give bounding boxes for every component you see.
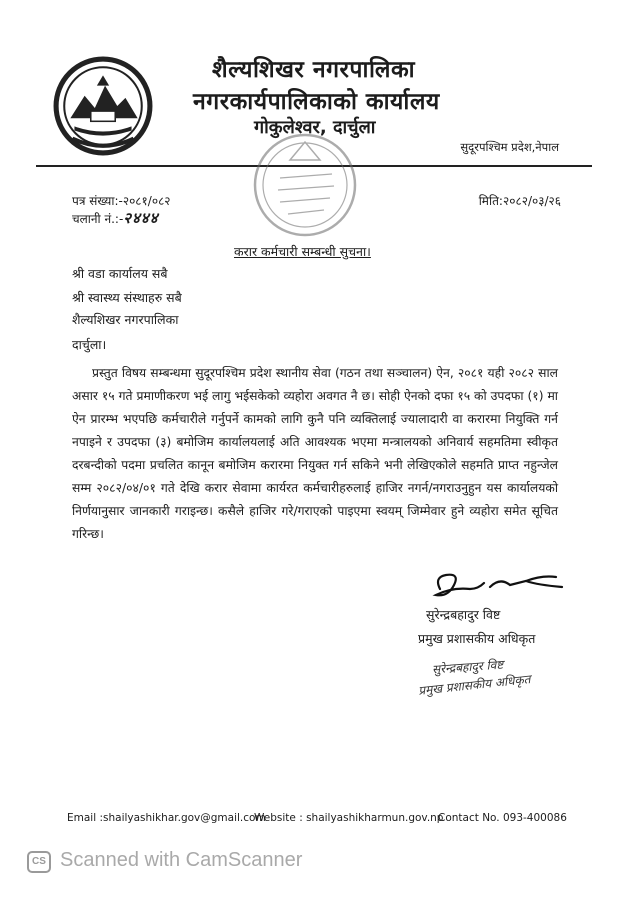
letter-subject: करार कर्मचारी सम्बन्धी सुचना। [234,244,371,259]
office-address: गोकुलेश्वर, दार्चुला [254,117,376,138]
province-name: सुदूरपश्चिम प्रदेश,नेपाल [460,140,559,154]
dispatch-number-value: २४४४ [123,209,159,227]
office-name: नगरकार्यपालिकाको कार्यालय [193,89,440,115]
footer-website: Website : shailyashikharmun.gov.np [254,812,444,824]
letter-date: मिति:२०८२/०३/२६ [478,194,561,208]
dispatch-number-label: चलानी नं.:- [72,212,124,226]
signature [430,567,570,603]
camscanner-icon: CS [27,851,51,873]
recipient-line: शैल्यशिखर नगरपालिका [72,312,179,327]
municipality-emblem-logo [52,55,154,157]
footer-email: Email :shailyashikhar.gov@gmail.com [67,812,266,824]
recipient-line: श्री वडा कार्यालय सबै [72,266,168,281]
recipient-line: दार्चुला। [72,337,107,352]
municipality-name: शैल्यशिखर नगरपालिका [212,57,416,83]
letter-body: प्रस्तुत विषय सम्बन्धमा सुदूरपश्चिम प्रदेश स्थानीय सेवा (गठन तथा सञ्चालन) ऐन, २०८१ यही २०८२ साल असार १५ गते प्रमाणीकरण भई लागु भईसकेको व्यहोरा अवगत नै छ। सोही ऐनको दफा १५ को उपदफा (१) मा ऐन प्रारम्भ भएपछि कर्मचारीले गर्नुपर्ने कामको लागि कुनै पनि व्यक्तिलाई ज्यालादारी वा करारमा नियुक्ति गर्न नपाइने र उपदफा (३) बमोजिम कार्यालयलाई अति आवश्यक भएमा मन्त्रालयको अनिवार्य सहमतिमा स्वीकृत दरबन्दीको पदमा प्रचलित कानून बमोजिम करारमा नियुक्त गर्न सकिने भनी लेखिएकोले सहमति प्राप्त नहुन्जेल सम्म २०८२/०४/०१ गते देखि करार सेवामा कार्यरत कर्मचारीहरुलाई हाजिर नगर्न/नगराउनुहुन यस कार्यालयको निर्णयानुसार जानकारी गराइन्छ। कसैले हाजिर गरे/गराएको पाइएमा स्वयम् जिम्मेवार हुने व्यहोरा समेत सूचित गरिन्छ। [72,366,558,541]
signatory-title: प्रमुख प्रशासकीय अधिकृत [418,631,536,646]
office-stamp [250,130,360,240]
recipient-line: श्री स्वास्थ्य संस्थाहरु सबै [72,290,182,305]
camscanner-watermark: Scanned with CamScanner [60,849,303,871]
handwritten-stamp-title: प्रमुख प्रशासकीय अधिकृत [417,672,532,698]
signatory-name: सुरेन्द्रबहादुर विष्ट [426,607,501,622]
handwritten-stamp-name: सुरेन्द्रबहादुर विष्ट [431,657,504,677]
dispatch-number-row [72,208,159,228]
letter-number: पत्र संख्या:-२०८१/०८२ [72,194,171,208]
footer-contact: Contact No. 093-400086 [438,812,567,824]
